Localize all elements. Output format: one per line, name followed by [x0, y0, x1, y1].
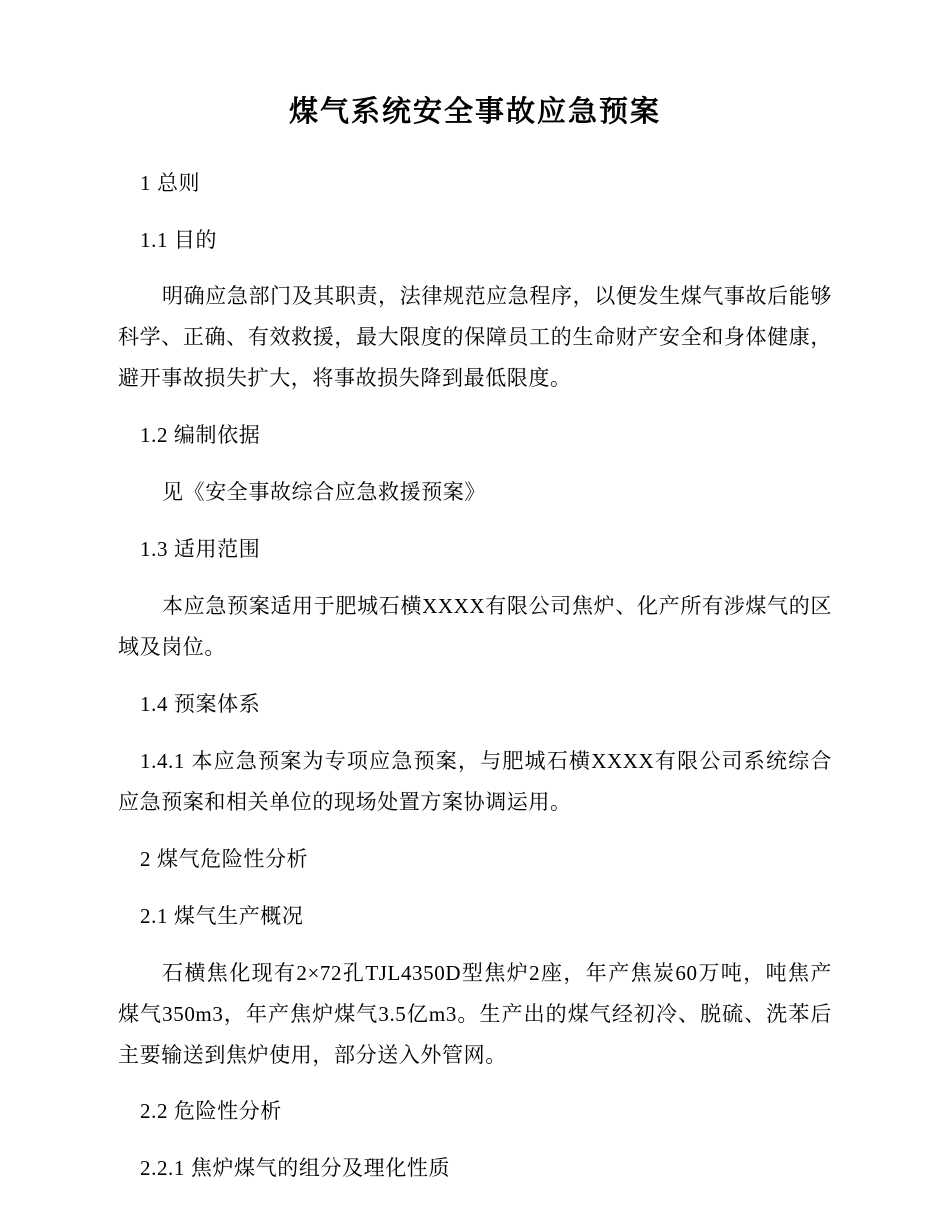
paragraph-11: 2.1 煤气生产概况 [140, 903, 304, 928]
paragraph-3: 明确应急部门及其职责，法律规范应急程序，以便发生煤气事故后能够科学、正确、有效救援，最大限度的保障员工的生命财产安全和身体健康，避开事故损失扩大，将事故损失降到最低限度。 [118, 284, 832, 391]
paragraph-12: 石横焦化现有2×72孔TJL4350D型焦炉2座，年产焦炭60万吨，吨焦产煤气350m3，年产焦炉煤气3.5亿m3。生产出的煤气经初冷、脱硫、洗苯后主要输送到焦炉使用，部分送入外管网。 [118, 960, 832, 1067]
paragraph-2: 1.1 目的 [140, 227, 218, 252]
paragraph-14: 2.2.1 焦炉煤气的组分及理化性质 [140, 1156, 451, 1181]
paragraph-8: 1.4 预案体系 [140, 691, 261, 716]
paragraph-7: 本应急预案适用于肥城石横XXXX有限公司焦炉、化产所有涉煤气的区域及岗位。 [118, 594, 832, 660]
paragraph-9: 1.4.1 本应急预案为专项应急预案，与肥城石横XXXX有限公司系统综合应急预案和相关单位的现场处置方案协调运用。 [118, 748, 832, 814]
paragraph-4: 1.2 编制依据 [140, 423, 261, 448]
paragraph-1: 1 总则 [140, 170, 201, 195]
page-title: 煤气系统安全事故应急预案 [288, 96, 661, 128]
paragraph-10: 2 煤气危险性分析 [140, 846, 309, 871]
paragraph-6: 1.3 适用范围 [140, 537, 261, 562]
paragraph-5: 见《安全事故综合应急救援预案》 [162, 480, 486, 505]
paragraph-13: 2.2 危险性分析 [140, 1099, 282, 1124]
document-body [118, 163, 832, 1190]
